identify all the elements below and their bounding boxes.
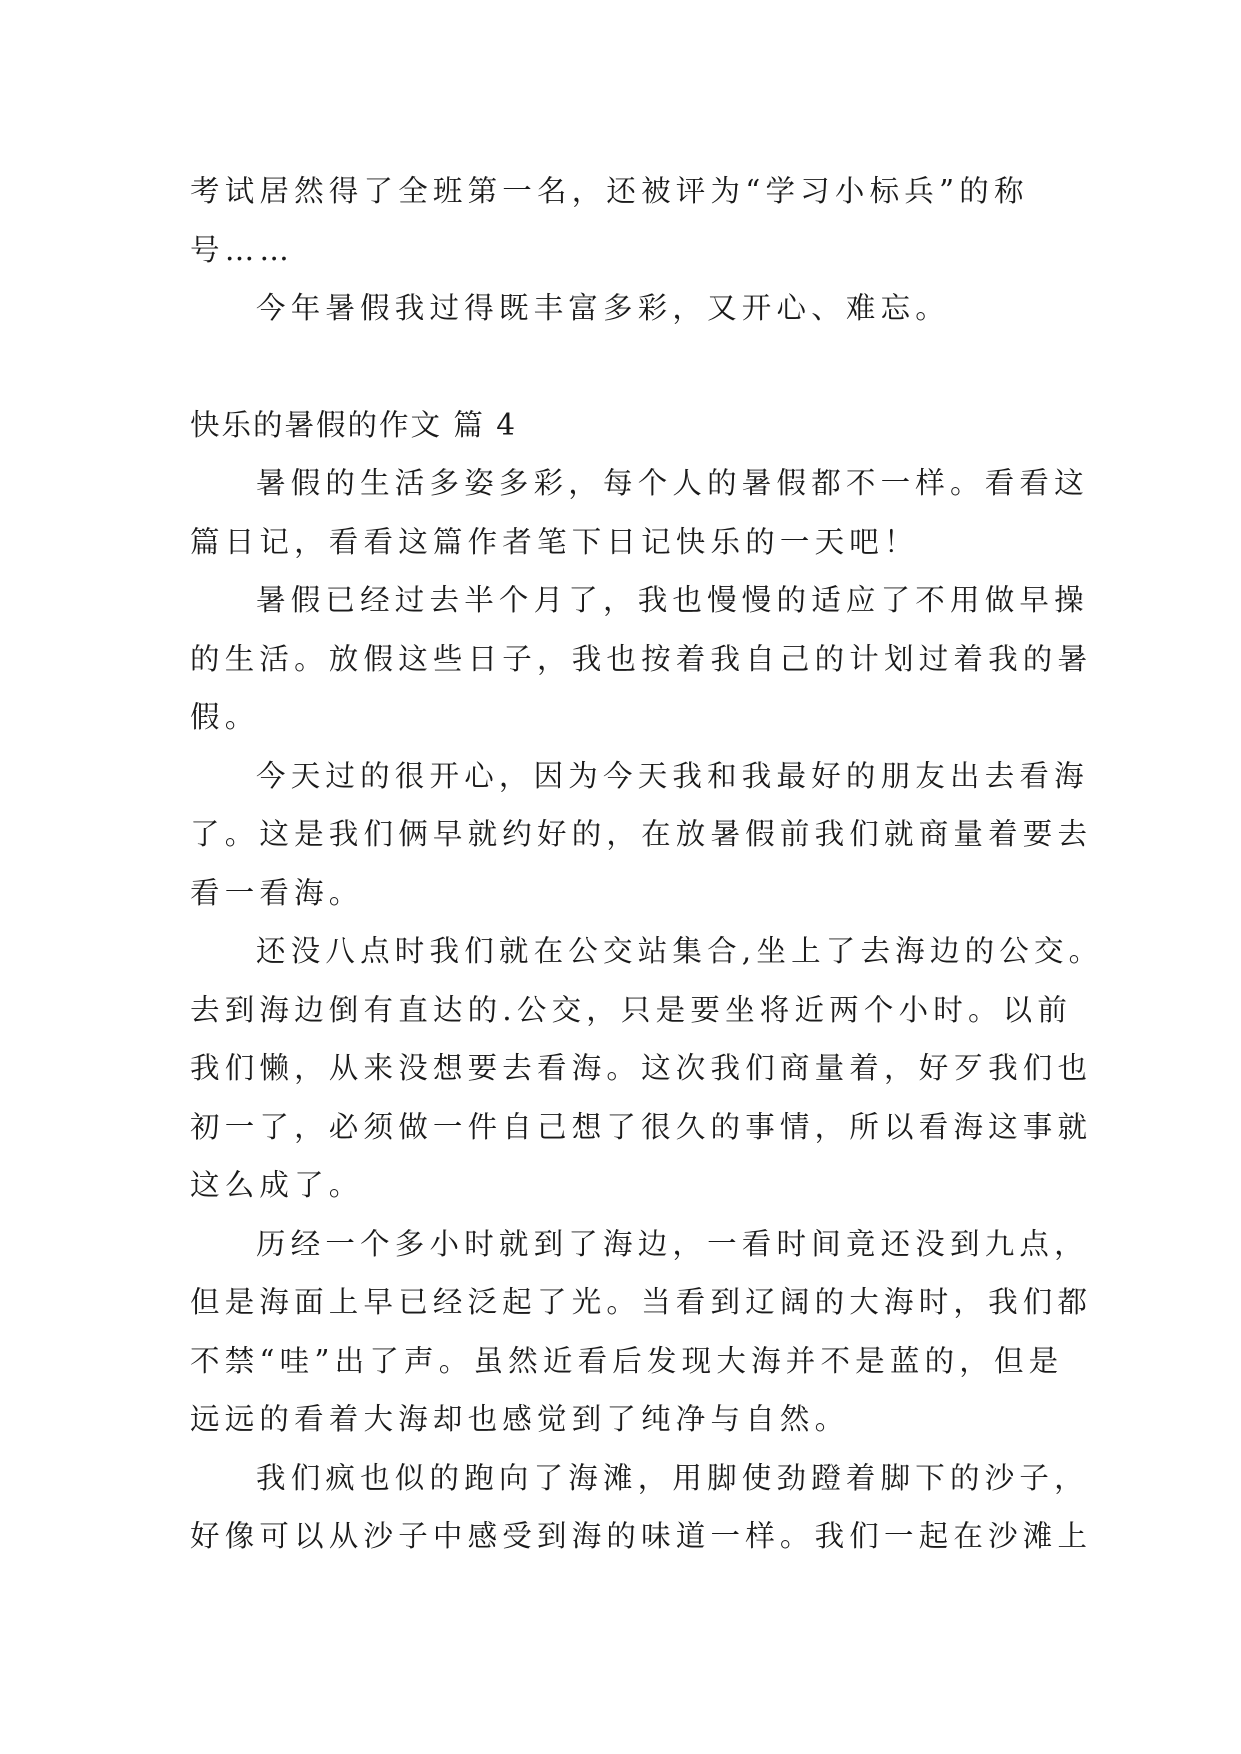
closing-paragraph: 今年暑假我过得既丰富多彩，又开心、难忘。 bbox=[256, 291, 951, 325]
text-line: 考试居然得了全班第一名，还被评为“学习小标兵”的称 bbox=[190, 174, 1029, 208]
paragraph-line: 这么成了。 bbox=[190, 1168, 364, 1202]
paragraph-line: 篇日记，看看这篇作者笔下日记快乐的一天吧！ bbox=[190, 524, 919, 559]
paragraph-line: 的生活。放假这些日子，我也按着我自己的计划过着我的暑 bbox=[190, 641, 1093, 676]
paragraph-line: 初一了，必须做一件自己想了很久的事情，所以看海这事就 bbox=[190, 1109, 1093, 1144]
paragraph-line: 但是海面上早已经泛起了光。当看到辽阔的大海时，我们都 bbox=[190, 1285, 1093, 1319]
section-gap bbox=[190, 338, 1060, 396]
document-body bbox=[190, 162, 1104, 1566]
paragraph-line: 历经一个多小时就到了海边，一看时间竟还没到九点， bbox=[256, 1226, 1089, 1261]
paragraph-line: 暑假已经过去半个月了，我也慢慢的适应了不用做早操 bbox=[256, 583, 1089, 617]
section-heading: 快乐的暑假的作文 篇 4 bbox=[190, 407, 518, 442]
paragraph-line: 我们疯也似的跑向了海滩，用脚使劲蹬着脚下的沙子， bbox=[256, 1460, 1089, 1495]
paragraph-line: 了。这是我们俩早就约好的，在放暑假前我们就商量着要去 bbox=[190, 817, 1093, 851]
paragraph-line: 看一看海。 bbox=[190, 875, 364, 910]
paragraph-line: 去到海边倒有直达的.公交，只是要坐将近两个小时。以前 bbox=[190, 992, 1073, 1027]
paragraph-line: 暑假的生活多姿多彩，每个人的暑假都不一样。看看这 bbox=[256, 466, 1089, 500]
paragraph-line: 还没八点时我们就在公交站集合,坐上了去海边的公交。 bbox=[256, 934, 1104, 968]
paragraph-line: 远远的看着大海却也感觉到了纯净与自然。 bbox=[190, 1402, 850, 1436]
paragraph-line: 假。 bbox=[190, 700, 260, 734]
paragraph-line: 今天过的很开心，因为今天我和我最好的朋友出去看海 bbox=[256, 758, 1089, 793]
paragraph-line: 我们懒，从来没想要去看海。这次我们商量着，好歹我们也 bbox=[190, 1051, 1093, 1085]
text-line: 号…… bbox=[190, 232, 295, 267]
paragraph-line: 好像可以从沙子中感受到海的味道一样。我们一起在沙滩上 bbox=[190, 1519, 1093, 1553]
paragraph-line: 不禁“哇”出了声。虽然近看后发现大海并不是蓝的，但是 bbox=[190, 1343, 1064, 1378]
